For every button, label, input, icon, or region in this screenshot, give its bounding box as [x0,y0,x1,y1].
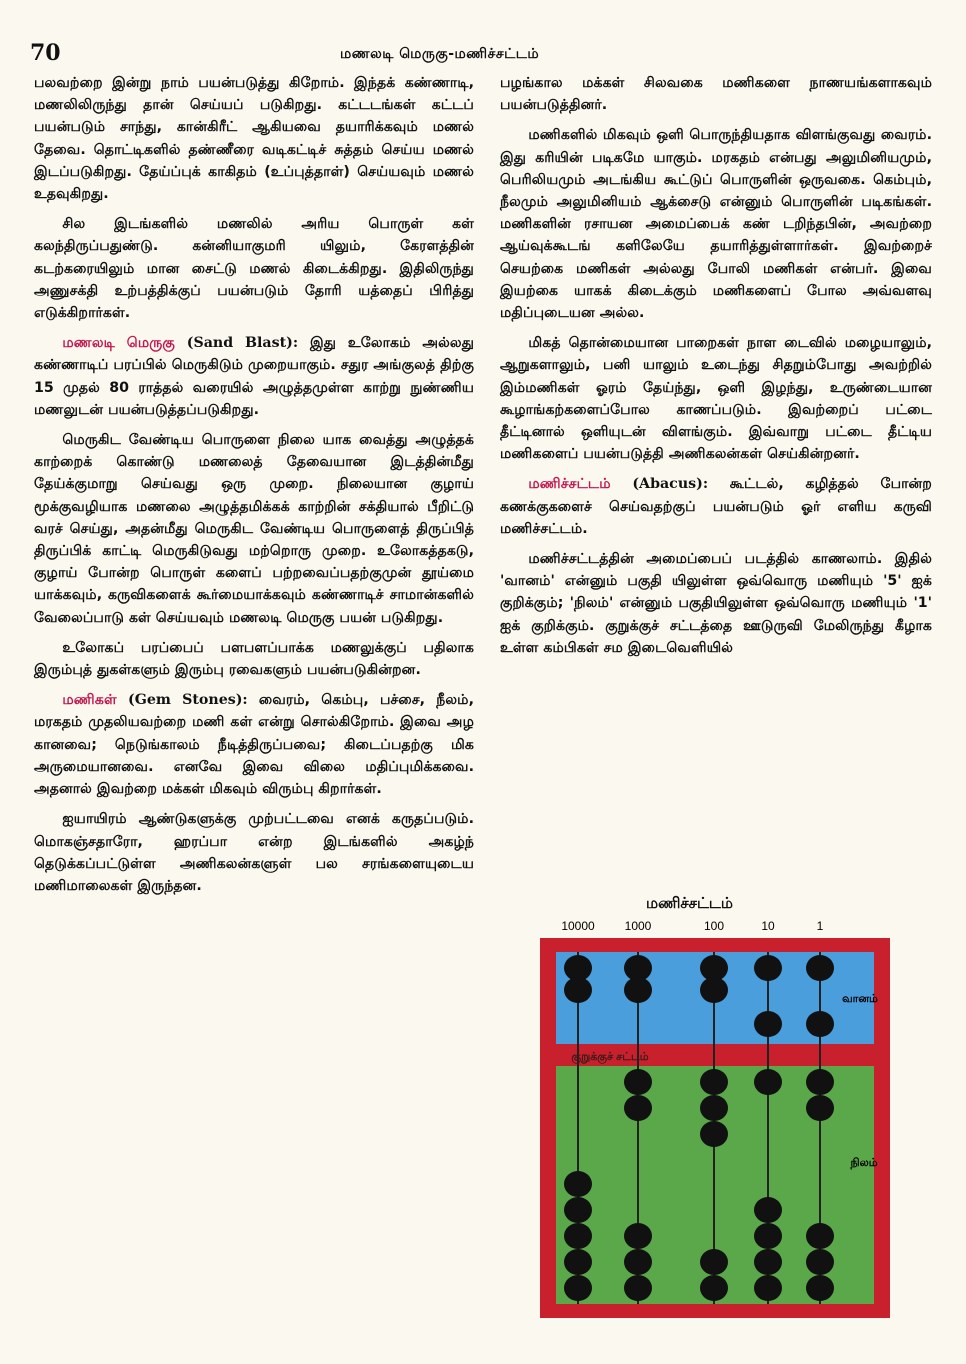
place-value-label: 10 [761,919,775,933]
running-title: மணலடி மெருகு-மணிச்சட்டம் [340,46,540,62]
abacus-bead [806,1249,834,1275]
abacus-bead [754,1011,782,1037]
abacus-bead [806,1223,834,1249]
paragraph: பலவற்றை இன்று நாம் பயன்படுத்து கிறோம். இந்தக் கண்ணாடி, மணலிலிருந்து தான் செய்யப் படுகிறது. கட்டடங்கள் கட்டப் பயன்படும் சாந்து, கான்கிரீட் ஆகியவை தயாரிக்கவும் மணல் தேவை. தொட்டிகளில் தண்ணீரை வடிகட்டிச் சுத்தம் செய்ய மணல் இடப்படுகிறது. தேய்ப்புக் காகிதம் (உப்புத்தாள்) செய்யவும் மணல் உதவுகிறது. [34,75,474,203]
paragraph: ஐயாயிரம் ஆண்டுகளுக்கு முற்பட்டவை எனக் கருதப்படும். மொகஞ்சதாரோ, ஹரப்பா என்ற இடங்களில் அகழ்ந் தெடுக்கப்பட்டுள்ள அணிகலன்களுள் பல சரங்களையுடைய மணிமாலைகள் இருந்தன. [34,811,474,894]
abacus-bead [806,1095,834,1121]
abacus-bead [624,1069,652,1095]
term-sand-blast: மணலடி மெருகு [62,335,175,352]
abacus-bead [806,1069,834,1095]
abacus-bead [624,1249,652,1275]
abacus-bead [564,1171,592,1197]
abacus-bead [564,977,592,1003]
figure-title: மணிச்சட்டம் [646,894,733,912]
label-sky: வானம் [842,993,878,1005]
paragraph-text: கூட்டல், கழித்தல் போன்ற கணக்குகளைச் செய்வதற்குப் பயன்படும் ஓர் எளிய கருவி மணிச்சட்டம். [500,476,932,537]
paragraph-text: வைரம், கெம்பு, பச்சை, நீலம், மரகதம் முதலியவற்றை மணி கள் என்று சொல்கிறோம். இவை அழ கானவை; நெடுங்காலம் நீடித்திருப்பவை; கிடைப்பதற்கு மிக அருமையானவை. எனவே இவை விலை மதிப்புமிக்கவை. அதனால் இவற்றை மக்கள் மிகவும் விரும்பு கிறார்கள். [34,692,474,798]
term-abacus-english: (Abacus): [632,476,709,493]
term-gem-stones-english: (Gem Stones): [128,692,248,709]
abacus-bead [754,1223,782,1249]
abacus-bead [754,1197,782,1223]
paragraph: மிகத் தொன்மையான பாறைகள் நாள டைவில் மழையாலும், ஆறுகளாலும், பனி யாலும் உடைந்து சிதறும்போது அவற்றில் இம்மணிகள் ஓரம் தேய்ந்து, ஒளி இழந்து, உருண்டையான கூழாங்கற்களைப்போல காணப்படும். இவற்றைப் பட்டை தீட்டினால் ஒளியுடன் விளங்கும். இவ்வாறு பட்டை தீட்டிய மணிகளைப் பயன்படுத்தி அணிகலன்கள் செய்கின்றனர். [500,335,932,463]
paragraph: மணிகளில் மிகவும் ஒளி பொருந்தியதாக விளங்குவது வைரம். இது கரியின் படிகமே யாகும். மரகதம் என்பது அலுமினியமும், பெரிலியமும் அடங்கிய கூட்டுப் பொருளின் ஒருவகை. கெம்பும், நீலமும் அலுமினியம் ஆக்சைடு என்னும் பொருளின் படிகங்கள். மணிகளின் ரசாயன அமைப்பைக் கண் டறிந்தபின், அவற்றை ஆய்வுக்கூடங் களிலேயே தயாரித்துள்ளார்கள். இவற்றைச் செயற்கை மணிகள் அல்லது போலி மணிகள் என்பர். இவை இயற்கை யாகக் கிடைக்கும் மணிகளைப் போல அவ்வளவு மதிப்புடையன அல்ல. [500,127,932,322]
abacus-bead [624,1095,652,1121]
abacus-bead [700,1121,728,1147]
label-crossbar: குறுக்குச் சட்டம் [571,1051,649,1063]
place-value-label: 1 [816,919,824,933]
abacus-bead [806,1011,834,1037]
abacus-bead [564,1249,592,1275]
abacus-bead [754,955,782,981]
abacus-bead [564,1275,592,1301]
abacus-bead [624,1275,652,1301]
abacus-bead [700,1095,728,1121]
term-sand-blast-english: (Sand Blast): [186,335,299,352]
left-column [34,72,474,905]
page-number: 70 [30,40,61,66]
right-column [500,72,932,667]
abacus-bead [700,1069,728,1095]
abacus-bead [624,1223,652,1249]
paragraph-text: இது உலோகம் அல்லது கண்ணாடிப் பரப்பில் மெருகிடும் முறையாகும். சதுர அங்குலத் திற்கு 15 முதல் 80 ராத்தல் வரையில் அழுத்தமுள்ள காற்று நுண்ணிய மணலுடன் பயன்படுத்தப்படுகிறது. [34,335,475,418]
paragraph: உலோகப் பரப்பைப் பளபளப்பாக்க மணலுக்குப் பதிலாக இரும்புத் துகள்களும் இரும்பு ரவைகளும் பயன்படுகின்றன. [34,639,474,679]
abacus-bead [564,1197,592,1223]
abacus-bead [754,1275,782,1301]
abacus-figure [520,910,900,1330]
abacus-bead [754,1069,782,1095]
paragraph-sand-blast [34,332,474,421]
abacus-bead [700,1275,728,1301]
paragraph: மெருகிட வேண்டிய பொருளை நிலை யாக வைத்து அழுத்தக் காற்றைக் கொண்டு மணலைத் தேவையான இடத்தின்மீது தேய்க்குமாறு செய்வது ஒரு முறை. நிலையான குழாய் மூக்குவழியாக மணலை அழுத்தமிக்கக் காற்றின் சக்தியால் பீறிட்டு வரச் செய்து, அதன்மீது மெருகிட வேண்டிய பொருளைத் திருப்பித் திருப்பிக் காட்டி மெருகிடுவது மற்றொரு முறை. உலோகத்தகடு, குழாய் போன்ற பொருள் களைப் பற்றவைப்பதற்குமுன் தூய்மை யாக்கவும், கருவிகளைக் கூர்மையாக்கவும் கண்ணாடிச் சாமான்களில் வேலைப்பாடு கள் செய்யவும் மணலடி மெருகு பயன் படுகிறது. [34,432,474,626]
place-value-label: 100 [703,919,725,933]
paragraph: மணிச்சட்டத்தின் அமைப்பைப் படத்தில் காணலாம். இதில் 'வானம்' என்னும் பகுதி யிலுள்ள ஒவ்வொரு மணியும் '5' ஐக் குறிக்கும்; 'நிலம்' என்னும் பகுதியிலுள்ள ஒவ்வொரு மணியும் '1' ஐக் குறிக்கும். குறுக்குச் சட்டத்தை ஊடுருவி மேலிருந்து கீழாக உள்ள கம்பிகள் சம இடைவெளியில் [500,551,932,656]
abacus-bead [806,955,834,981]
abacus-bead [624,977,652,1003]
paragraph: பழங்கால மக்கள் சிலவகை மணிகளை நாணயங்களாகவும் பயன்படுத்தினர். [500,75,932,114]
abacus-bead [806,1275,834,1301]
term-abacus: மணிச்சட்டம் [528,476,611,493]
paragraph-abacus [500,473,932,540]
abacus-bead [700,977,728,1003]
abacus-bead [700,1249,728,1275]
term-gem-stones: மணிகள் [62,692,117,709]
paragraph: சில இடங்களில் மணலில் அரிய பொருள் கள் கலந்திருப்பதுண்டு. கன்னியாகுமரி யிலும், கேரளத்தின் கடற்கரையிலும் மான சைட்டு மணல் கிடைக்கிறது. இதிலிருந்து அணுசக்தி உற்பத்திக்குப் பயன்படும் தோரி யத்தைப் பிரித்து எடுக்கிறார்கள். [34,216,474,322]
label-earth: நிலம் [850,1157,878,1169]
abacus-bead [564,1223,592,1249]
abacus-bead [754,1249,782,1275]
place-value-label: 10000 [561,919,595,933]
place-value-label: 1000 [624,919,652,933]
paragraph-gem-stones [34,689,474,800]
